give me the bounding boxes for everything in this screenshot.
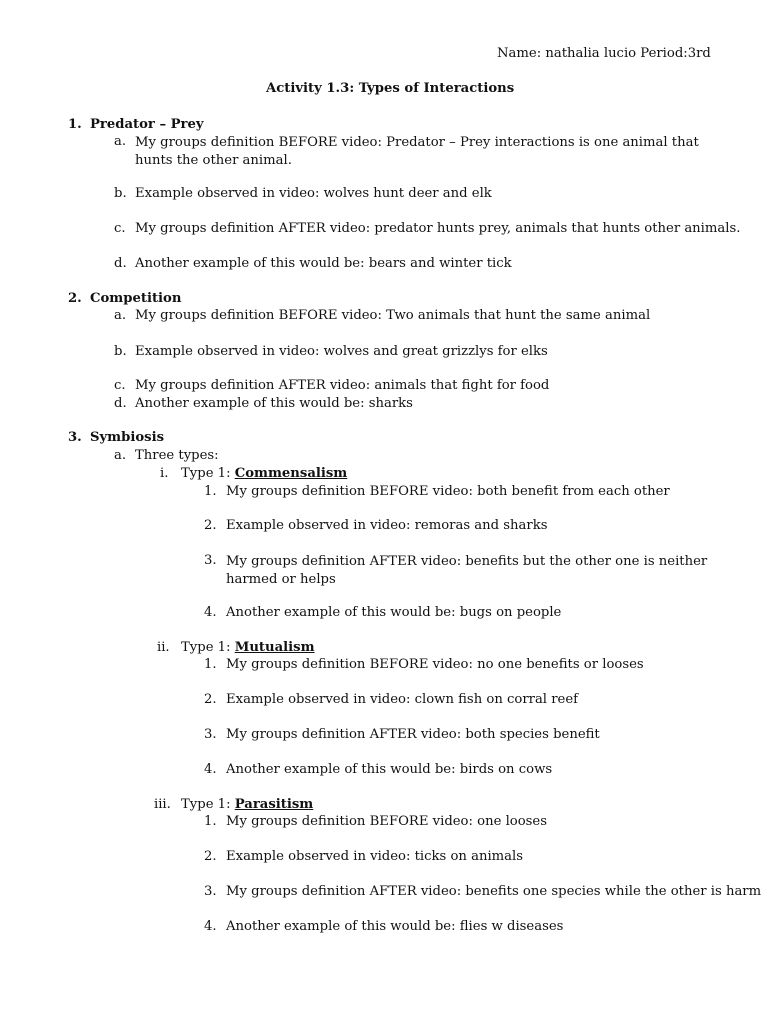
type-heading — [181, 466, 347, 481]
section-1-number: 1. — [68, 117, 82, 132]
list-item: Three types: — [135, 448, 219, 463]
item-marker: 3. — [204, 884, 217, 899]
item-marker: 1. — [204, 484, 217, 499]
section-2-number: 2. — [68, 291, 82, 306]
list-item: My groups definition BEFORE video: Two animals that hunt the same animal — [135, 308, 651, 323]
type-prefix: Type 1: — [181, 797, 235, 812]
list-item: My groups definition AFTER video: benefits but the other one is neither harmed or helps — [226, 554, 708, 587]
list-item: Example observed in video: ticks on animals — [226, 849, 524, 864]
list-item: Example observed in video: wolves hunt deer and elk — [135, 186, 492, 201]
list-item: My groups definition BEFORE video: one looses — [226, 814, 548, 829]
item-marker: 2. — [204, 518, 217, 533]
type-name: Mutualism — [234, 640, 315, 655]
list-item: Another example of this would be: flies w diseases — [226, 919, 564, 934]
page-title: Activity 1.3: Types of Interactions — [266, 81, 515, 96]
item-marker: 1. — [204, 657, 217, 672]
list-item: Example observed in video: remoras and sharks — [226, 518, 548, 533]
type-prefix: Type 1: — [181, 640, 235, 655]
section-3-heading: Symbiosis — [90, 430, 165, 445]
item-marker: b. — [114, 344, 127, 359]
item-marker: 3. — [204, 727, 217, 742]
list-item: Another example of this would be: bugs on people — [226, 605, 562, 620]
type-marker: i. — [160, 466, 169, 481]
section-2-heading: Competition — [90, 291, 182, 306]
list-item: My groups definition BEFORE video: no one benefits or looses — [226, 657, 644, 672]
section-1-heading: Predator – Prey — [90, 117, 204, 132]
list-item: My groups definition AFTER video: both species benefit — [226, 727, 600, 742]
item-marker: 2. — [204, 849, 217, 864]
item-marker: 1. — [204, 814, 217, 829]
type-name: Parasitism — [234, 797, 314, 812]
list-item: Another example of this would be: birds on cows — [226, 762, 553, 777]
type-marker: ii. — [157, 640, 170, 655]
item-marker: 4. — [204, 605, 217, 620]
list-item: Another example of this would be: sharks — [135, 396, 413, 411]
list-item: Another example of this would be: bears and winter tick — [135, 256, 512, 271]
list-item: My groups definition BEFORE video: Predator – Prey interactions is one animal that hunts the other animal. — [135, 135, 699, 168]
item-marker: 4. — [204, 762, 217, 777]
list-item: My groups definition AFTER video: benefits one species while the other is harm — [226, 884, 762, 899]
list-item: My groups definition AFTER video: animals that fight for food — [135, 378, 550, 393]
type-name: Commensalism — [234, 466, 348, 481]
item-marker: d. — [114, 256, 127, 271]
item-marker: a. — [114, 134, 127, 149]
item-marker: a. — [114, 308, 127, 323]
section-3-number: 3. — [68, 430, 82, 445]
type-marker: iii. — [154, 797, 171, 812]
item-marker: b. — [114, 186, 127, 201]
item-marker: c. — [114, 221, 126, 236]
item-marker: 4. — [204, 919, 217, 934]
type-heading — [181, 797, 313, 812]
item-marker: a. — [114, 448, 127, 463]
item-marker: 3. — [204, 553, 217, 568]
list-item: Example observed in video: clown fish on corral reef — [226, 692, 579, 707]
list-item: Example observed in video: wolves and great grizzlys for elks — [135, 344, 548, 359]
name-period-line: Name: nathalia lucio Period:3rd — [497, 46, 711, 61]
list-item: My groups definition AFTER video: predator hunts prey, animals that hunts other animals. — [135, 221, 741, 236]
list-item: My groups definition BEFORE video: both benefit from each other — [226, 484, 670, 499]
type-heading — [181, 640, 315, 655]
item-marker: d. — [114, 396, 127, 411]
item-marker: c. — [114, 378, 126, 393]
item-marker: 2. — [204, 692, 217, 707]
type-prefix: Type 1: — [181, 466, 235, 481]
